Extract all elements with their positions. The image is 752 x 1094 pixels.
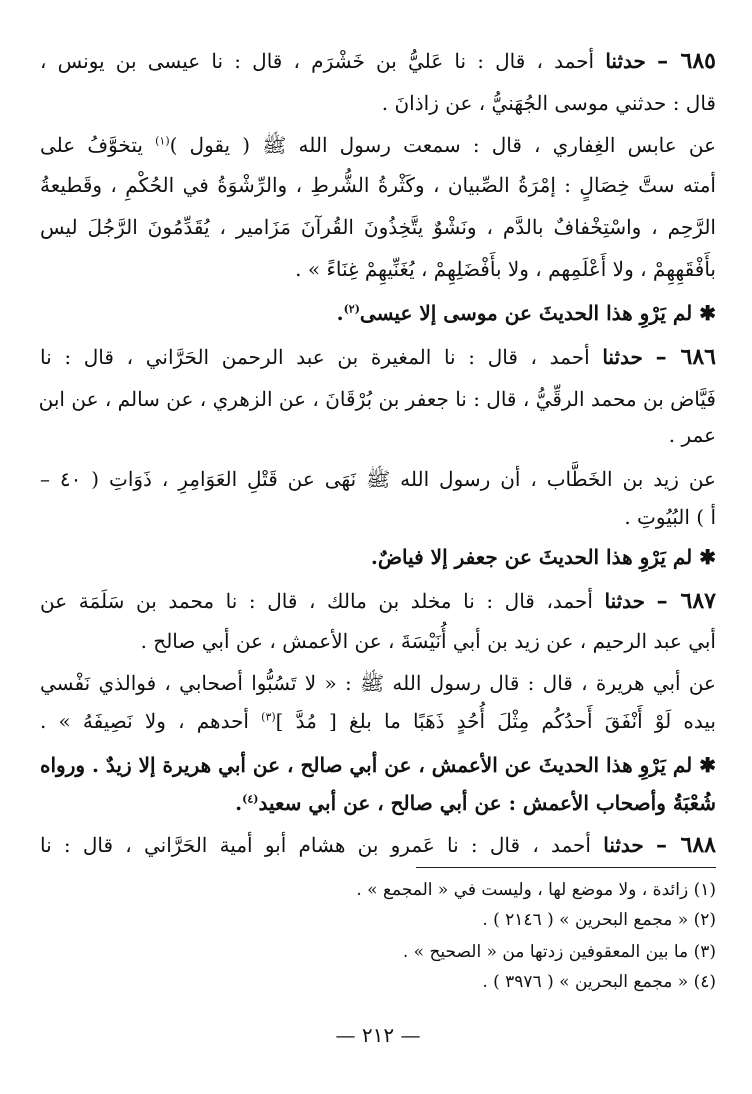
footnote-number: (٢) — [693, 910, 716, 930]
footnote-2 — [40, 906, 716, 934]
hadith-685-line-5 — [40, 210, 716, 244]
asterisk-icon: ✱ — [699, 301, 716, 325]
page-number: — ٢١٢ — — [335, 1023, 421, 1047]
footnote-text: ما بين المعقوفين زدتها من « الصحيح » . — [402, 942, 689, 962]
note-end: . — [235, 791, 243, 815]
text-run: أحمد، قال : نا مخلد بن مالك ، قال : نا محمد بن سَلَمَة عن — [40, 589, 605, 613]
text-run: أ ) البُيُوتِ . — [624, 505, 716, 529]
narration-lead: حدثنا — [602, 345, 643, 369]
hadith-687-note-line-1 — [40, 748, 716, 782]
narration-lead: حدثنا — [604, 589, 646, 613]
hadith-685-line-1 — [40, 44, 716, 78]
text-run: أحمد ، قال : نا عَمرو بن هشام أبو أمية الحَرَّاني ، قال : نا — [40, 833, 604, 857]
narration-lead: حدثنا — [603, 833, 644, 857]
note-end: . — [370, 545, 378, 569]
asterisk-icon: ✱ — [699, 545, 716, 569]
footnote-text: « مجمع البحرين » ( ٣٩٧٦ ) . — [482, 972, 689, 992]
hadith-687-line-1 — [40, 584, 716, 618]
text-run: أبي عبد الرحيم ، عن زيد بن أبي أُنَيْسَةَ ، عن الأعمش ، عن أبي صالح . — [140, 629, 716, 653]
asterisk-icon: ✱ — [699, 753, 716, 777]
note-text: لم يَرْوِ هذا الحديثَ عن جعفر إلا فياضٌ — [377, 545, 693, 569]
footnote-number: (٤) — [693, 972, 716, 992]
book-page — [40, 0, 716, 1094]
footnote-number: (٣) — [693, 942, 716, 962]
note-end: . — [336, 301, 344, 325]
text-run: بأَفْقَهِهِمْ ، ولا أَعْلَمِهم ، ولا بأَفْضَلِهِمْ ، يُغَنِّيهِمْ غِنَاءً » . — [295, 257, 716, 281]
text-run: عمر . — [668, 423, 716, 447]
footnote-ref: (٤) — [242, 792, 259, 806]
hadith-number: ٦٨٦ – — [655, 344, 716, 370]
hadith-number: ٦٨٨ – — [656, 832, 716, 858]
footnote-1 — [40, 876, 716, 904]
text-run: يتخوَّفُ على — [40, 133, 156, 157]
hadith-685-line-4 — [40, 168, 716, 202]
text-run: أحمد ، قال : نا المغيرة بن عبد الرحمن الحَرَّاني ، قال : نا — [40, 345, 603, 369]
hadith-686-line-3 — [40, 418, 716, 452]
footnote-divider — [416, 867, 716, 868]
footnote-3 — [40, 938, 716, 966]
hadith-688-line-1 — [40, 828, 716, 862]
footnote-text: زائدة ، ولا موضع لها ، وليست في « المجمع » . — [356, 880, 689, 900]
narration-lead: حدثنا — [605, 49, 646, 73]
note-text: لم يَرْوِ هذا الحديثَ عن الأعمش ، عن أبي صالح ، عن أبي هريرة إلا زيدٌ . ورواه — [40, 753, 693, 777]
text-run: عن أبي هريرة ، قال : قال رسول الله ﷺ : « لا تَسُبُّوا أصحابي ، فوالذي نَفْسي — [40, 671, 716, 695]
hadith-686-line-2 — [40, 382, 716, 416]
hadith-686-line-1 — [40, 340, 716, 374]
hadith-687-line-4 — [40, 704, 716, 738]
hadith-686-note — [40, 540, 716, 574]
footnote-ref: (١) — [155, 134, 170, 148]
text-run: عن زيد بن الخَطَّاب ، أن رسول الله ﷺ نَهَى عن قَتْلِ العَوَامِرِ ، ذَوَاتِ ( ٤٠ – — [40, 467, 716, 491]
text-run: أحمد ، قال : نا عَليُّ بن خَشْرَم ، قال : نا عيسى بن يونس ، — [40, 49, 606, 73]
footnote-number: (١) — [693, 880, 716, 900]
text-run: أمته ستَّ خِصَالٍ : إمْرَةُ الصِّبيان ، وكَثْرةُ الشُّرطِ ، والرِّشْوَةُ في الحُكْمِ ، وقَطيعةُ — [40, 173, 716, 197]
text-run: قال : حدثني موسى الجُهَنيُّ ، عن زاذانَ . — [381, 91, 716, 115]
hadith-685-line-2 — [40, 86, 716, 120]
text-run: بيده لَوْ أَنْفَقَ أَحدُكُم مِثْلَ أُحُدٍ ذَهَبًا ما بلغ [ مُدَّ ] — [275, 709, 716, 733]
hadith-686-line-4 — [40, 462, 716, 496]
text-run: فَيَّاض بن محمد الرقِّيُّ ، قال : نا جعفر بن بُرْقَانَ ، عن الزهري ، عن سالم ، عن ابن — [38, 387, 716, 411]
note-text: شُعْبَةُ وأصحاب الأعمش : عن أبي صالح ، عن أبي سعيد — [258, 791, 716, 815]
footnote-text: « مجمع البحرين » ( ٢١٤٦ ) . — [482, 910, 689, 930]
footnote-ref: (٢) — [343, 302, 360, 316]
note-text: لم يَرْوِ هذا الحديثَ عن موسى إلا عيسى — [359, 301, 693, 325]
hadith-number: ٦٨٧ – — [656, 588, 716, 614]
hadith-687-line-2 — [40, 624, 716, 658]
footnote-4 — [40, 968, 716, 996]
hadith-686-line-5 — [40, 500, 716, 534]
hadith-687-line-3 — [40, 666, 716, 700]
hadith-687-note-line-2 — [40, 786, 716, 820]
text-run: الرَّحِم ، واسْتِخْفافٌ بالدَّم ، ونَشْوٌ يتَّخِذُونَ القُرآنَ مَزَامير ، يُقَدِّمُونَ الرَّجُلَ ليس — [40, 215, 716, 239]
hadith-685-note — [40, 296, 716, 330]
footnote-ref: (٣) — [261, 710, 276, 724]
hadith-685-line-3 — [40, 128, 716, 162]
text-run: عن عابس الغِفاري ، قال : سمعت رسول الله ﷺ ( يقول ) — [169, 133, 716, 157]
hadith-number: ٦٨٥ – — [657, 48, 716, 74]
text-run: أحدهم ، ولا نَصِيفَهُ » . — [40, 709, 262, 733]
hadith-685-line-6 — [40, 252, 716, 286]
